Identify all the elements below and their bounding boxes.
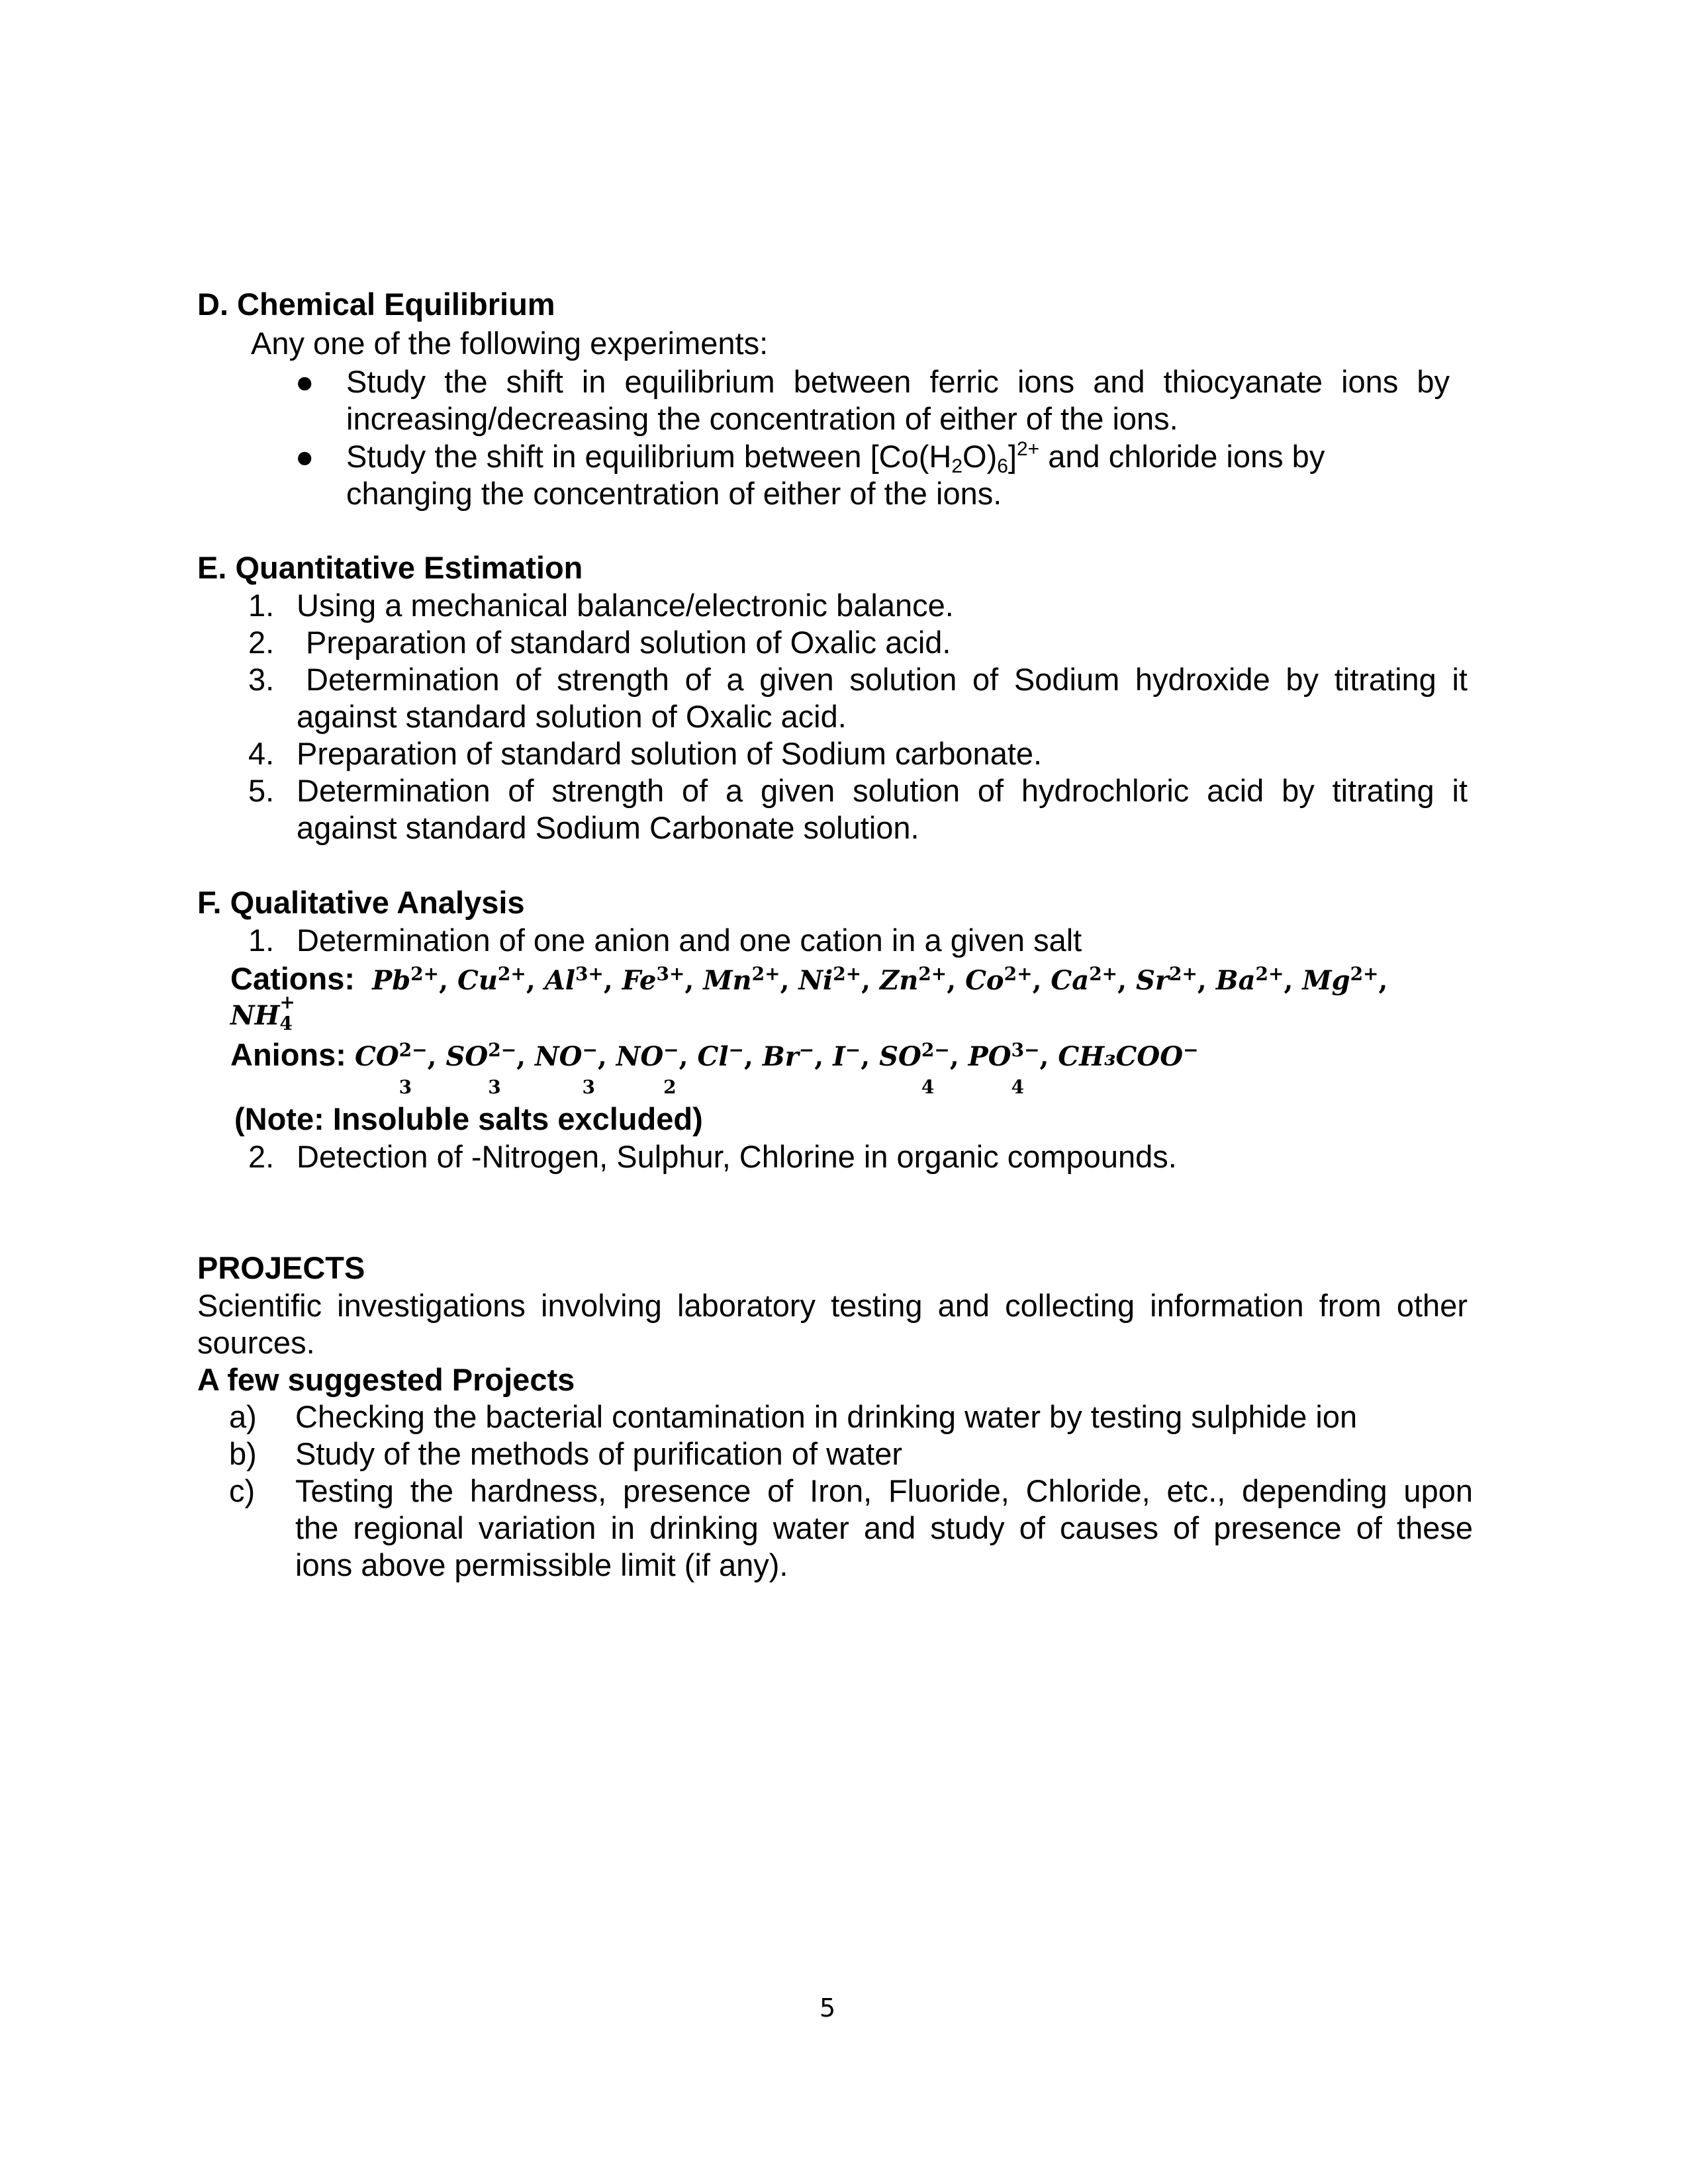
anion-2: $SO3^{2-}$ bbox=[445, 1039, 517, 1098]
cation-zn: $Zn^{2+}$ bbox=[880, 963, 947, 996]
list-number: 1. bbox=[248, 588, 275, 623]
note: (Note: Insoluble salts excluded) bbox=[234, 1101, 703, 1136]
anion-8: $SO4^{2-}$ bbox=[879, 1039, 950, 1098]
quantitative-item-5-line: Determination of strength of a given solution of hydrochloric acid by titrating it bbox=[297, 773, 1468, 808]
anions-label: Anions: bbox=[230, 1037, 346, 1072]
ion-charge: − bbox=[582, 1039, 598, 1061]
separator: , bbox=[949, 1041, 968, 1072]
quantitative-item-3-line: against standard solution of Oxalic acid. bbox=[297, 699, 847, 734]
ion-charge: − bbox=[798, 1039, 815, 1061]
projects-intro-line-1: Scientific investigations involving laboratory testing and collecting information from other bbox=[197, 1288, 1468, 1323]
ion-charge: 2− bbox=[488, 1039, 517, 1061]
quantitative-item-2-line: Preparation of standard solution of Oxalic acid. bbox=[306, 625, 951, 660]
cation-mn: $Mn^{2+}$ bbox=[703, 963, 780, 996]
separator: , bbox=[1284, 965, 1303, 996]
bullet-2-line-1 bbox=[346, 438, 1325, 477]
separator: , bbox=[814, 1041, 833, 1072]
ion-charge: 2+ bbox=[410, 963, 440, 985]
cation-ba: $Ba^{2+}$ bbox=[1215, 963, 1284, 996]
project-item-c-line: the regional variation in drinking water and study of causes of presence of these bbox=[295, 1510, 1473, 1545]
cation-al: $Al^{3+}$ bbox=[544, 963, 604, 996]
anion-9: $PO4^{3-}$ bbox=[968, 1039, 1040, 1098]
section-d-intro: Any one of the following experiments: bbox=[251, 326, 769, 361]
ion-charge: 3+ bbox=[656, 963, 685, 985]
projects-subheading: A few suggested Projects bbox=[197, 1362, 575, 1397]
ion-charge: 2+ bbox=[1089, 963, 1118, 985]
ammonium-charge: + bbox=[279, 991, 295, 1013]
section-e-heading: E. Quantitative Estimation bbox=[197, 550, 583, 585]
anion-10: CH₃COO− bbox=[1058, 1039, 1199, 1072]
cation-pb: $Pb^{2+}$ bbox=[372, 963, 440, 996]
bullet-1-line-1: Study the shift in equilibrium between ferric ions and thiocyanate ions by bbox=[346, 364, 1450, 399]
projects-heading: PROJECTS bbox=[197, 1250, 365, 1285]
separator: , bbox=[597, 1041, 616, 1072]
anion-7: I− bbox=[833, 1039, 861, 1072]
cation-cu: $Cu^{2+}$ bbox=[457, 963, 526, 996]
bullet-2-line-2: changing the concentration of either of the ions. bbox=[346, 476, 1002, 511]
separator: , bbox=[439, 965, 457, 996]
anion-4: NO2− bbox=[616, 1039, 679, 1098]
cation-ca: $Ca^{2+}$ bbox=[1051, 963, 1118, 996]
page-number: 5 bbox=[820, 1993, 836, 2023]
cobalt-complex: Study the shift in equilibrium between $[Co(H_2O)_6]^{2+}$ bbox=[346, 438, 1040, 477]
ion-charge: 2+ bbox=[751, 963, 780, 985]
anions-line bbox=[230, 1036, 1199, 1098]
list-number: 2. bbox=[248, 1139, 275, 1174]
bullet-2-line-1-end: and chloride ions by bbox=[1039, 439, 1325, 474]
list-label: c) bbox=[229, 1473, 256, 1508]
separator: , bbox=[1378, 965, 1388, 996]
ammonium-subscript: 4 bbox=[279, 1013, 293, 1034]
qualitative-item-2: Detection of -Nitrogen, Sulphur, Chlorine in organic compounds. bbox=[297, 1139, 1177, 1174]
project-item-c-line: Testing the hardness, presence of Iron, Fluoride, Chloride, etc., depending upon bbox=[295, 1473, 1473, 1508]
ion-charge: 2+ bbox=[497, 963, 526, 985]
ion-charge: − bbox=[845, 1039, 861, 1061]
ion-charge: − bbox=[728, 1039, 744, 1061]
quantitative-item-4-line: Preparation of standard solution of Sodium carbonate. bbox=[297, 736, 1043, 771]
cation-mg: $Mg^{2+}$ bbox=[1302, 963, 1379, 996]
cation-sr: $Sr^{2+}$ bbox=[1136, 963, 1197, 996]
separator: , bbox=[526, 965, 545, 996]
ion-charge: 2+ bbox=[1004, 963, 1033, 985]
separator: , bbox=[947, 965, 966, 996]
project-item-c-line: ions above permissible limit (if any). bbox=[295, 1547, 788, 1582]
ammonium-base: NH bbox=[230, 1000, 280, 1031]
ion-charge: 2+ bbox=[833, 963, 862, 985]
separator: , bbox=[516, 1041, 536, 1072]
list-number: 2. bbox=[248, 625, 275, 660]
list-label: b) bbox=[229, 1436, 257, 1471]
cation-fe: $Fe^{3+}$ bbox=[622, 963, 685, 996]
bullet-icon: ● bbox=[295, 364, 314, 399]
quantitative-item-3-line: Determination of strength of a given solution of Sodium hydroxide by titrating it bbox=[306, 662, 1468, 697]
separator: , bbox=[684, 965, 704, 996]
cations-line bbox=[230, 960, 1387, 999]
separator: , bbox=[679, 1041, 698, 1072]
list-number: 4. bbox=[248, 736, 275, 771]
ion-charge: 2+ bbox=[1168, 963, 1197, 985]
anion-3: NO3− bbox=[535, 1039, 598, 1098]
separator: , bbox=[861, 1041, 880, 1072]
separator: , bbox=[780, 965, 799, 996]
list-label: a) bbox=[229, 1399, 257, 1434]
cation-ni: $Ni^{2+}$ bbox=[798, 963, 862, 996]
anion-6: Br− bbox=[762, 1039, 815, 1072]
anion-5: Cl− bbox=[697, 1039, 744, 1072]
projects-intro-line-2: sources. bbox=[197, 1325, 315, 1360]
ammonium-ion bbox=[230, 991, 295, 1034]
separator: , bbox=[1039, 1041, 1058, 1072]
ion-charge: 2− bbox=[921, 1039, 950, 1061]
ion-charge: 2+ bbox=[1255, 963, 1284, 985]
separator: , bbox=[427, 1041, 446, 1072]
separator: , bbox=[1032, 965, 1051, 996]
separator: , bbox=[744, 1041, 763, 1072]
ion-charge: 2− bbox=[399, 1039, 428, 1061]
separator: , bbox=[603, 965, 622, 996]
quantitative-item-1-line: Using a mechanical balance/electronic balance. bbox=[297, 588, 954, 623]
cations-label: Cations: bbox=[230, 961, 355, 996]
cation-co: $Co^{2+}$ bbox=[965, 963, 1033, 996]
section-d-heading: D. Chemical Equilibrium bbox=[197, 287, 555, 322]
ion-charge: 2+ bbox=[1350, 963, 1379, 985]
separator: , bbox=[1197, 965, 1216, 996]
project-item-b-line: Study of the methods of purification of water bbox=[295, 1436, 903, 1471]
ion-charge: − bbox=[663, 1039, 679, 1061]
anion-1: $CO3^{2-}$ bbox=[354, 1039, 428, 1098]
bullet-1-line-2: increasing/decreasing the concentration of either of the ions. bbox=[346, 401, 1178, 436]
ion-charge: 3− bbox=[1011, 1039, 1040, 1061]
project-item-a-line: Checking the bacterial contamination in drinking water by testing sulphide ion bbox=[295, 1399, 1358, 1434]
separator: , bbox=[861, 965, 880, 996]
bullet-icon: ● bbox=[295, 439, 314, 474]
separator: , bbox=[1117, 965, 1136, 996]
list-number: 5. bbox=[248, 773, 275, 808]
list-number: 3. bbox=[248, 662, 275, 697]
ion-charge: 2+ bbox=[918, 963, 947, 985]
list-number: 1. bbox=[248, 923, 275, 958]
section-f-heading: F. Qualitative Analysis bbox=[197, 885, 525, 920]
ion-charge: 3+ bbox=[575, 963, 604, 985]
ion-charge: − bbox=[1183, 1039, 1199, 1061]
qualitative-item-1: Determination of one anion and one cation in a given salt bbox=[297, 923, 1082, 958]
quantitative-item-5-line: against standard Sodium Carbonate solution. bbox=[297, 810, 919, 845]
